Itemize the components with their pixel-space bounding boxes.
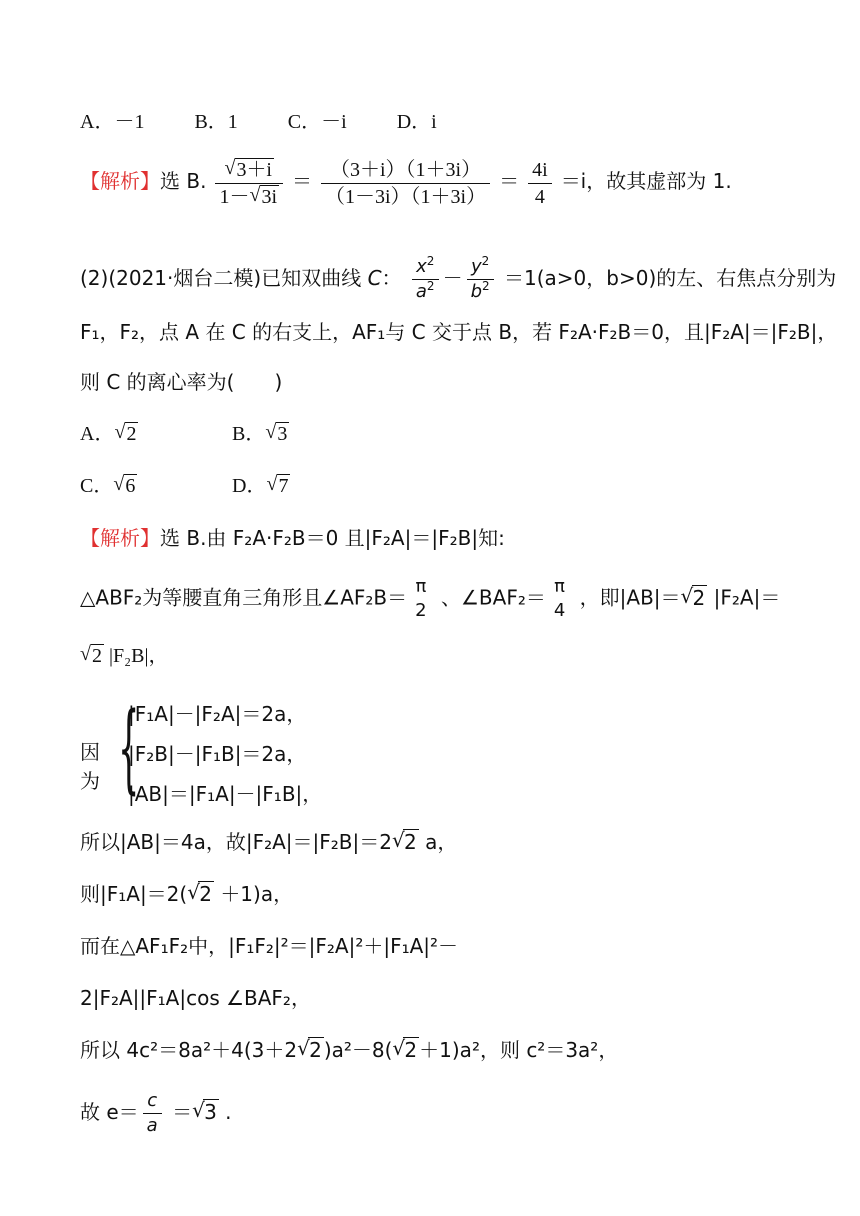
q2-option-c: C． [80,475,114,497]
q2-s-line2-prefix: △ABF₂为等腰直角三角形且∠AF₂B＝ [80,585,408,610]
pi-over-2: π 2 [415,576,427,621]
q2-s-line2-tail: |F₂A|＝ [713,585,781,610]
q2-options-row-2: C． √ 6 D． √ 7 [80,473,289,497]
q2-option-b-wrap: B． √ 3 [232,421,288,445]
q2-option-d-value: 7 [278,475,289,497]
q1-fraction-2 [321,160,490,207]
q2-solution-line-5: 则|F₁A|＝2( √ 2 ＋1)a， [80,880,294,906]
system-eq-1: |F₁A|－|F₂A|＝2a， [128,702,307,726]
q2-solution-line-7: 2|F₂A||F₁A|cos ∠BAF₂， [80,986,311,1010]
q1-solution-lead: 选 B. [160,169,207,194]
hyperbola-y-fraction: $\frac{y^2}{b^2}$ [467,258,494,301]
q1-option-d: D．i [396,111,437,133]
frac1-den-right: 3i [261,186,277,208]
frac1-num: 3＋i [236,159,272,181]
because-label: 因为 [80,740,100,793]
q2-option-c-value: 6 [125,475,136,497]
q2-s-line3: |F₂B|， [109,645,169,667]
frac2-num: （3＋i）（1＋3i） [321,160,490,184]
q2-s-line4-suffix: a， [425,830,458,854]
q2-s-line2-suffix: ，即|AB|＝ [579,585,681,610]
q1-fraction-3 [528,160,552,207]
left-brace: { [118,692,140,804]
q2-line1-prefix: (2)(2021·烟台二模)已知双曲线 [80,266,368,290]
solution-tag-2: 【解析】 [80,526,160,550]
q2-line1-suffix: ＝1(a>0，b>0)的左、右焦点分别为 [504,266,837,290]
q2-c: C [367,266,382,290]
q2-s-line4-prefix: 所以|AB|＝4a，故|F₂A|＝|F₂B|＝2 [80,830,392,854]
q2-s-line8-a: 所以 4c²＝8a²＋4(3＋2 [80,1038,298,1062]
q2-solution-line-2: △ABF₂为等腰直角三角形且∠AF₂B＝ π 2 、∠BAF₂＝ π 4 ，即|AB|＝ √ 2 |F₂A|＝ [80,576,781,621]
frac3-num: 4i [528,160,552,184]
q2-options-row-1: A． √ 2 B． √ 3 [80,421,288,445]
q2-s-line8-c: ＋1)a²，则 c²＝3a²， [419,1038,619,1062]
q2-option-b-value: 3 [277,423,288,445]
q1-options [80,112,437,132]
eq-sign: ＝ [292,171,312,194]
q2-option-a-value: 2 [126,423,137,445]
q2-solution-line-9: 故 e＝ $\frac{c}{a}$ ＝ √ 3 . [80,1090,232,1136]
eq-sign-2: ＝ [499,171,520,194]
q1-option-a: A．－1 [80,111,145,133]
frac1-den-left: 1－ [219,186,250,208]
hyperbola-x-fraction: $\frac{x^2}{a^2}$ [412,258,439,301]
q2-option-d-wrap: D． √ 7 [232,473,289,497]
q2-solution-line-1 [80,528,505,548]
system-eq-2: |F₂B|－|F₁B|＝2a， [128,742,307,766]
q2-s-line8-b: )a²－8( [323,1038,393,1062]
q2-option-b: B． [232,423,266,445]
frac2-den: （1－3i）（1＋3i） [325,186,487,208]
q2-s-line9-prefix: 故 e＝ [80,1100,139,1124]
q2-solution-line-8: 所以 4c²＝8a²＋4(3＋2 √ 2 )a²－8( √ 2 ＋1)a²，则 c²＝3a²， [80,1036,619,1062]
pi-over-4: π 4 [553,576,566,621]
q2-s-line5-suffix: ＋1)a， [220,882,294,906]
q1-option-b: B．1 [194,111,238,133]
q1-fraction-1: √ 3＋i 1－ √ 3i [215,160,283,207]
q2-option-a: A． [80,423,115,445]
q2-solution-text-1: 选 B.由 F₂A·F₂B＝0 且|F₂A|＝|F₂B|知: [160,526,505,550]
q2-option-d: D． [232,475,267,497]
frac3-den: 4 [534,186,545,208]
solution-tag: 【解析】 [80,169,160,194]
q2-s-line2-mid: 、∠BAF₂＝ [440,585,546,610]
system-eq-3: |AB|＝|F₁A|－|F₁B|， [128,782,323,806]
q2-s-line9-mid: ＝ [172,1100,193,1124]
q2-solution-line-3: √ 2 |F₂B|， [80,643,169,667]
q2-s-line9-suffix: . [225,1100,232,1124]
q1-option-c: C．－i [287,111,347,133]
q2-line-1: (2)(2021·烟台二模)已知双曲线 C： $\frac{x^2}{a^2}$ － $\frac{y^2}{b^2}$ ＝1(a>0，b>0)的左、右焦点分别为 [80,254,837,302]
c-over-a: $\frac{c}{a}$ [143,1092,162,1135]
q2-line-3: 则 C 的离心率为( ) [80,370,283,394]
q2-solution-line-6: 而在△AF₁F₂中，|F₁F₂|²＝|F₂A|²＋|F₁A|²－ [80,934,459,958]
q2-solution-line-4: 所以|AB|＝4a，故|F₂A|＝|F₂B|＝2 √ 2 a， [80,828,458,854]
q2-colon: ： [381,266,402,290]
q1-solution [80,157,732,208]
q1-solution-tail: ＝i，故其虚部为 1. [560,169,732,194]
q2-s-line5-prefix: 则|F₁A|＝2( [80,882,188,906]
q2-line-2: F₁，F₂，点 A 在 C 的右支上，AF₁与 C 交于点 B，若 F₂A·F₂B＝0，且|F₂A|＝|F₂B|， [80,320,838,344]
